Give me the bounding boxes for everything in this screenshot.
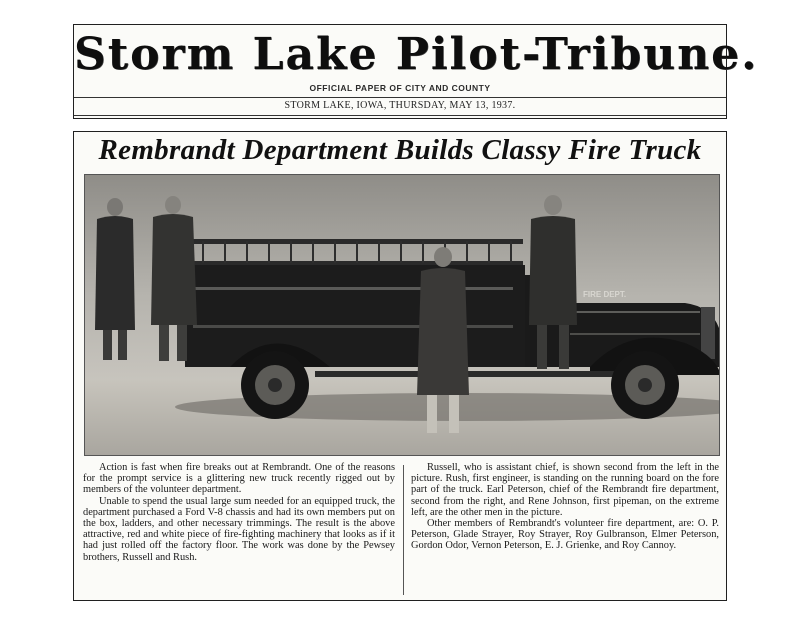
paragraph: Action is fast when fire breaks out at Rembrandt. One of the reasons for the prompt service is a glittering new truck recently rigged out by members of the volunteer department. bbox=[83, 462, 395, 496]
paragraph: Unable to spend the usual large sum needed for an equipped truck, the department purchased a Ford V-8 chassis and had its own members put on the box, ladders, and other necessary trimmings. The result is the above attractive, red and white piece of fire-fighting machinery that looks as if it had just rolled off the factory floor. The work was done by the Pewsey brothers, Russell and Rush. bbox=[83, 495, 395, 563]
masthead bbox=[73, 24, 759, 119]
newspaper-title: Storm Lake Pilot-Tribune. bbox=[74, 29, 759, 80]
newspaper-subtitle: OFFICIAL PAPER OF CITY AND COUNTY bbox=[309, 83, 491, 93]
masthead-rule-top bbox=[74, 97, 726, 98]
article-column-right bbox=[411, 462, 719, 552]
truck-door-text: FIRE DEPT. bbox=[583, 290, 627, 299]
article-clipping bbox=[73, 131, 727, 601]
masthead-rule-bottom bbox=[74, 115, 726, 116]
paragraph: Russell, who is assistant chief, is shown second from the left in the picture. Rush, first engineer, is standing on the running board on the fore part of the truck. Earl Peterson, chief of the Rembrandt fire department, second from the right, and Rene Johnson, first pipeman, on the extreme left, are the other men in the picture. bbox=[411, 462, 719, 518]
column-divider bbox=[403, 465, 404, 595]
fire-truck-photo bbox=[84, 174, 720, 456]
dateline: STORM LAKE, IOWA, THURSDAY, MAY 13, 1937. bbox=[284, 100, 516, 111]
article-headline: Rembrandt Department Builds Classy Fire Truck bbox=[98, 134, 702, 166]
paragraph: Other members of Rembrandt's volunteer fire department, are: O. P. Peterson, Glade Strayer, Roy Strayer, Roy Gulbranson, Elmer Peterson, Gordon Odor, Vernon Peterson, E. J. Grienke, and Roy Cannoy. bbox=[411, 518, 719, 552]
article-column-left bbox=[83, 462, 395, 563]
